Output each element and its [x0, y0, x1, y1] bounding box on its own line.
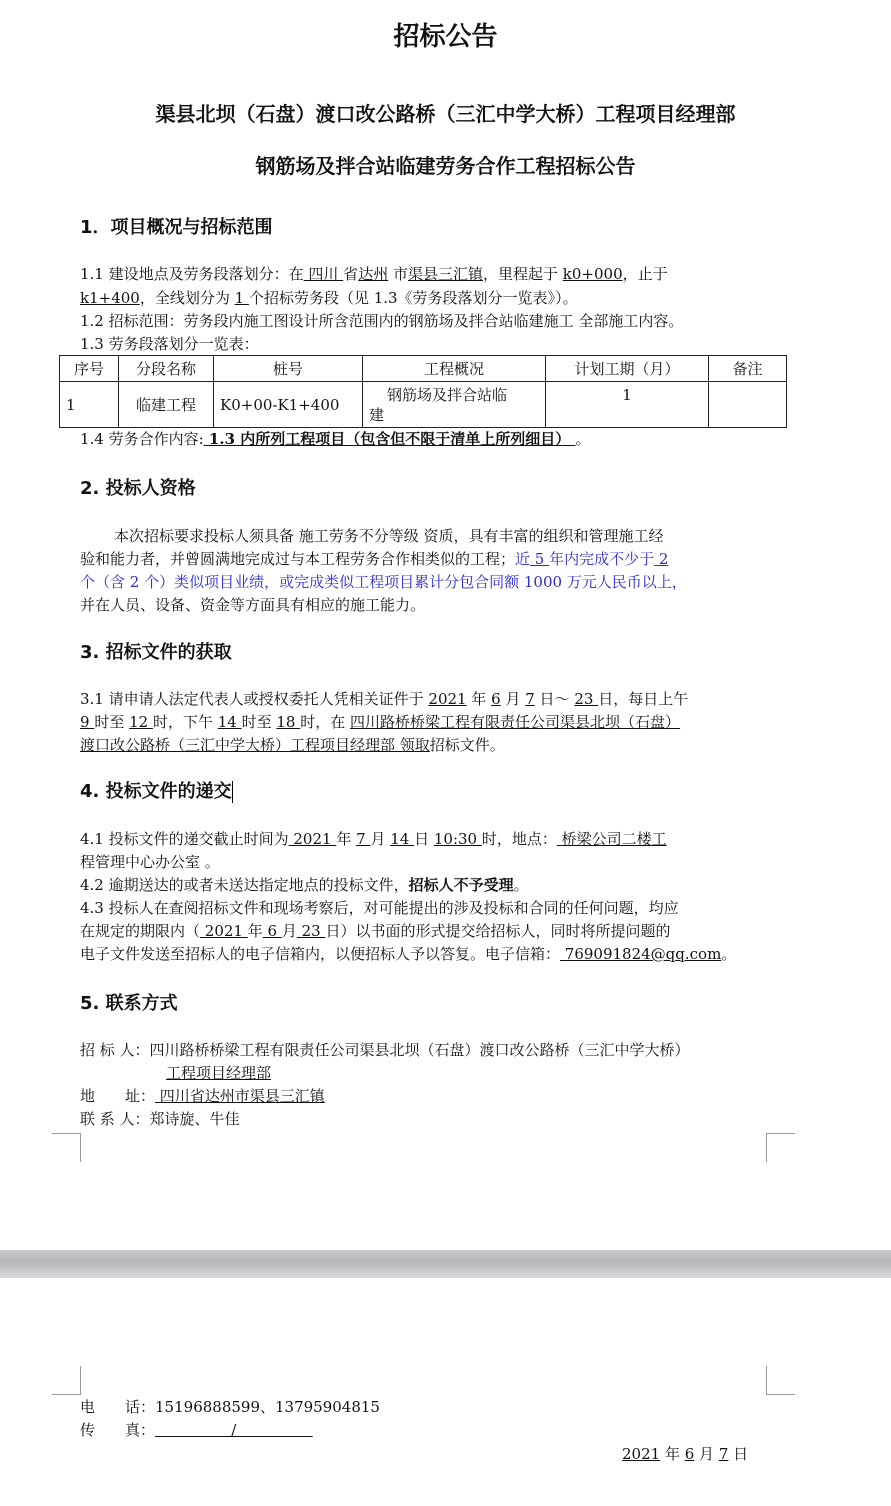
table-cell-stake: K0+00-K1+400 [214, 382, 363, 428]
fax-row: 传 真： / [80, 1421, 313, 1439]
s4-line-5: 在规定的期限内（ 2021 年 6 月 23 日）以书面的形式提交给招标人，同时将所提问题的 [80, 922, 671, 940]
s2-line-3: 个（含 2 个）类似项目业绩，或完成类似工程项目累计分包合同额 1000 万元人民币以上， [80, 573, 687, 591]
s3-line-2: 9 时至 12 时，下午 14 时至 18 时，在 四川路桥桥梁工程有限责任公司渠县北坝（石盘） [80, 713, 681, 731]
table-header: 桩号 [214, 356, 363, 382]
section-1-heading: 1．项目概况与招标范围 [80, 217, 273, 238]
document-title: 招标公告 [393, 22, 498, 52]
para-1-1: 1.1 建设地点及劳务段落划分：在 四川 省达州 市渠县三汇镇，里程起于 k0+000，止于 [80, 265, 668, 283]
tenderer-row: 招 标 人：四川路桥桥梁工程有限责任公司渠县北坝（石盘）渡口改公路桥（三汇中学大桥） [80, 1041, 690, 1059]
section-5-heading: 5. 联系方式 [80, 993, 178, 1014]
section-3-heading: 3. 招标文件的获取 [80, 642, 232, 663]
desc-line-1: 钢筋场及拌合站临 [387, 385, 508, 404]
s4-line-6: 电子文件发送至招标人的电子信箱内，以便招标人予以答复。电子信箱： 769091824@qq.com。 [80, 945, 737, 963]
s4-line-4: 4.3 投标人在查阅招标文件和现场考察后，对可能提出的涉及投标和合同的任何问题，均应 [80, 899, 679, 917]
contact-block-2 [80, 1396, 780, 1442]
table-cell-note [709, 382, 787, 428]
section-3-body [80, 688, 780, 757]
segment-table [59, 355, 787, 428]
table-cell-name: 临建工程 [119, 382, 214, 428]
table-header: 分段名称 [119, 356, 214, 382]
s2-line-4: 并在人员、设备、资金等方面具有相应的施工能力。 [80, 596, 426, 614]
para-1-4: 1.4 劳务合作内容: 1.3 内所列工程项目（包含但不限于清单上所列细目） 。 [80, 430, 591, 448]
subtitle-line-2: 钢筋场及拌合站临建劳务合作工程招标公告 [255, 154, 636, 178]
section-4-body [80, 828, 780, 966]
s4-line-3: 4.2 逾期送达的或者未送达指定地点的投标文件，招标人不予受理。 [80, 876, 529, 894]
table-header: 工程概况 [363, 356, 546, 382]
tenderer-row-cont: 工程项目经理部 [166, 1064, 272, 1082]
table-cell-desc [363, 382, 546, 428]
crop-mark [766, 1133, 795, 1162]
section-2-heading: 2. 投标人资格 [80, 478, 196, 499]
para-1-1-cont: k1+400，全线划分为 1 个招标劳务段（见 1.3《劳务段落划分一览表》）。 [80, 289, 578, 307]
crop-mark [766, 1366, 795, 1395]
s4-line-2: 程管理中心办公室 。 [80, 853, 220, 871]
s3-line-3: 渡口改公路桥（三汇中学大桥）工程项目经理部 领取招标文件。 [80, 736, 505, 754]
announcement-date: 2021 年 6 月 7 日 [622, 1445, 749, 1463]
table-cell-no: 1 [60, 382, 119, 428]
s4-line-1: 4.1 投标文件的递交截止时间为 2021 年 7 月 14 日 10:30 时，地点： 桥梁公司二楼工 [80, 830, 667, 848]
table-header: 序号 [60, 356, 119, 382]
para-1-2: 1.2 招标范围：劳务段内施工图设计所含范围内的钢筋场及拌合站临建施工 全部施工内容。 [80, 312, 684, 330]
table-header: 备注 [709, 356, 787, 382]
para-1-3: 1.3 劳务段落划分一览表： [80, 335, 259, 353]
contact-block [80, 1039, 780, 1131]
address-row: 地 址： 四川省达州市渠县三汇镇 [80, 1087, 325, 1105]
desc-line-2: 建 [369, 405, 385, 424]
crop-mark [52, 1133, 81, 1162]
table-header: 计划工期（月） [546, 356, 709, 382]
phone-row: 电 话：15196888599、13795904815 [80, 1398, 380, 1416]
crop-mark [52, 1366, 81, 1395]
subtitle-line-1: 渠县北坝（石盘）渡口改公路桥（三汇中学大桥）工程项目经理部 [155, 102, 736, 126]
table-cell-period: 1 [546, 382, 709, 428]
s2-line-1: 本次招标要求投标人须具备 施工劳务不分等级 资质，具有丰富的组织和管理施工经 [114, 527, 664, 545]
text-cursor [232, 781, 233, 803]
table-row [60, 382, 787, 428]
page-separator [0, 1250, 891, 1278]
section-2-body [80, 525, 780, 617]
s2-line-2: 验和能力者，并曾圆满地完成过与本工程劳务合作相类似的工程；近 5 年内完成不少于 2 [80, 550, 669, 568]
section-4-heading: 4. 投标文件的递交 [80, 781, 232, 802]
contact-row: 联 系 人：郑诗旋、牛佳 [80, 1110, 240, 1128]
s3-line-1: 3.1 请申请人法定代表人或授权委托人凭相关证件于 2021 年 6 月 7 日～ 23 日，每日上午 [80, 690, 689, 708]
